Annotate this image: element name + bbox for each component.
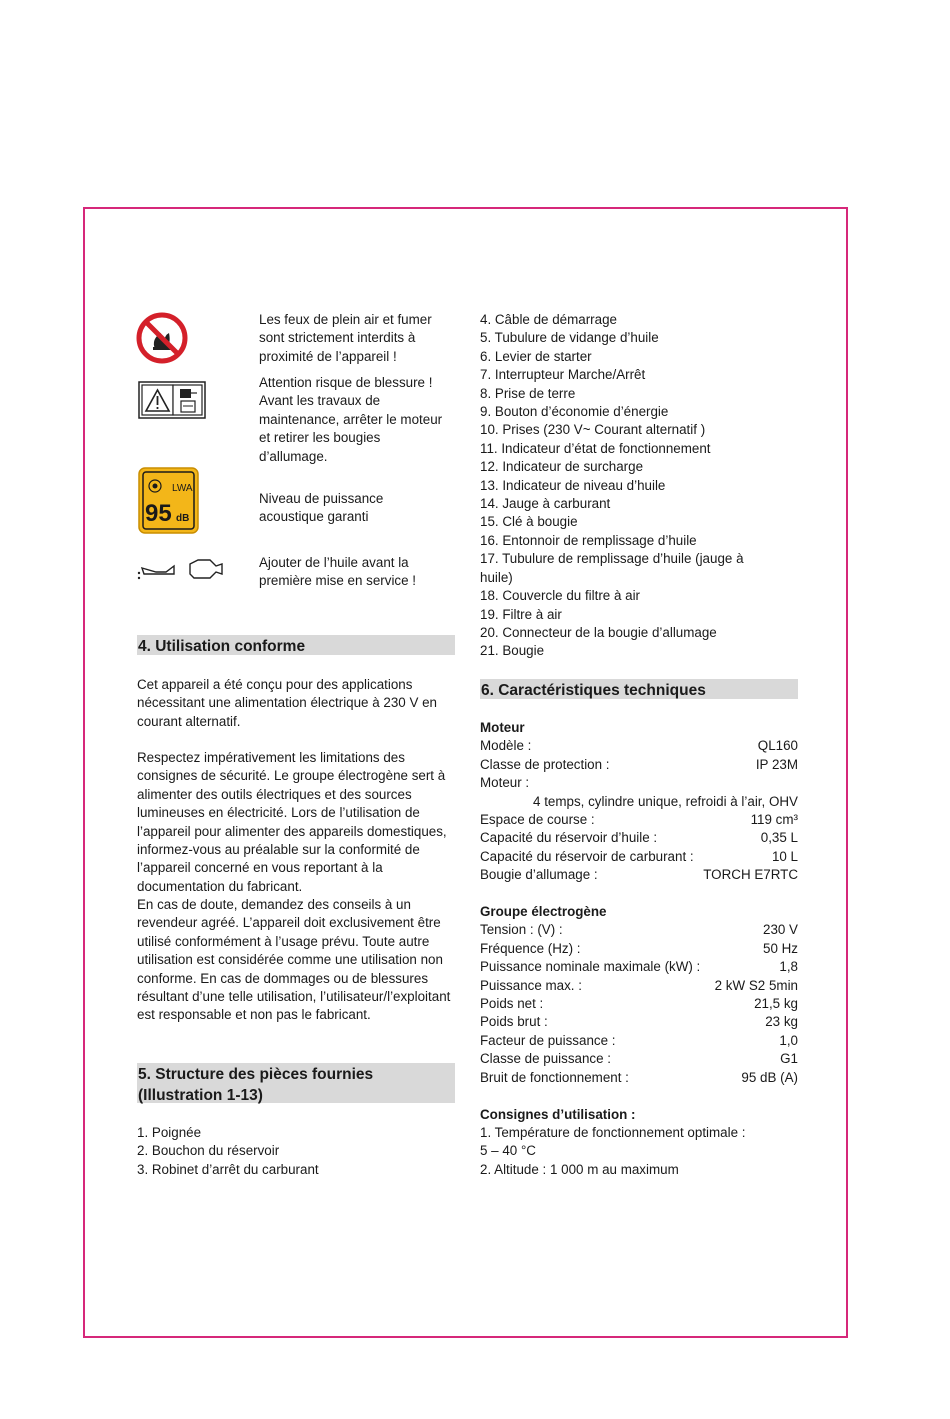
db-value: 95	[145, 500, 172, 527]
list-item: 9. Bouton d’économie d’énergie	[480, 404, 669, 420]
spec-row: Facteur de puissance : 1,0	[480, 1032, 798, 1048]
list-item: 6. Levier de starter	[480, 348, 592, 364]
section-4-para-3: En cas de doute, demandez des conseils à un revendeur agréé. L’appareil doit exclusivement être utilisé conformément à l’usage prévu. Toute autre utilisation est considérée comme une utilisation non conforme. En cas de dommages ou de blessures résultant d’une telle utilisation, l’utilisateur/l’exploitant est responsable et non pas le fabricant.	[137, 897, 451, 1023]
section-4-para-2: Respectez impérativement les limitations des consignes de sécurité. Le groupe électrogène sert à alimenter des outils électriques et des sources lumineuses en électricité. Lors de l’utilisation de l’appareil pour alimenter des appareils domestiques, informez-vous au préalable sur la conformité de l’appareil concerné en vous reportant à la documentation du fabricant.	[137, 750, 447, 894]
section-4-heading: 4. Utilisation conforme	[137, 635, 455, 655]
spec-row: Poids brut : 23 kg	[480, 1014, 798, 1030]
list-item: 17. Tubulure de remplissage d’huile (jauge à huile)	[480, 551, 744, 585]
spec-row: Puissance nominale maximale (kW) : 1,8	[480, 959, 798, 975]
lwa-label: LWA	[172, 483, 193, 494]
section-5-heading: 5. Structure des pièces fournies (Illustration 1-13)	[137, 1063, 455, 1103]
spec-row: Capacité du réservoir de carburant : 10 L	[480, 848, 798, 864]
no-open-fire-icon	[135, 311, 189, 365]
list-item: 2. Bouchon du réservoir	[137, 1143, 280, 1159]
maintenance-warning-icon	[138, 381, 206, 419]
list-item: 4. Câble de démarrage	[480, 312, 617, 327]
list-item: 19. Filtre à air	[480, 606, 562, 622]
spec-row: Bruit de fonctionnement : 95 dB (A)	[480, 1069, 798, 1085]
list-item: 11. Indicateur d’état de fonctionnement	[480, 440, 711, 456]
list-item: 15. Clé à bougie	[480, 514, 578, 530]
safety-text-maintenance: Attention risque de blessure ! Avant les travaux de maintenance, arrêter le moteur et retirer les bougies d’allumage.	[259, 375, 443, 464]
list-item: 14. Jauge à carburant	[480, 496, 611, 512]
sound-power-level-icon	[138, 467, 199, 534]
parts-list-right	[480, 311, 798, 661]
spec-row: Modèle : QL160	[480, 738, 798, 754]
list-item: 8. Prise de terre	[480, 385, 576, 401]
spec-row: Fréquence (Hz) : 50 Hz	[480, 940, 798, 956]
section-4-para-1: Cet appareil a été conçu pour des applications nécessitant une alimentation électrique à 230 V en courant alternatif.	[137, 677, 438, 729]
spec-row: Capacité du réservoir d’huile : 0,35 L	[480, 830, 798, 846]
spec-row: Bougie d’allumage : TORCH E7RTC	[480, 867, 798, 883]
consigne-line: 5 – 40 °C	[480, 1143, 536, 1159]
spec-row: Tension : (V) : 230 V	[480, 922, 798, 938]
list-item: 21. Bougie	[480, 643, 545, 659]
list-item: 18. Couvercle du filtre à air	[480, 588, 641, 604]
spec-row: Moteur :	[480, 775, 530, 791]
oil-can-icon	[136, 556, 226, 582]
consigne-line: 1. Température de fonctionnement optimale :	[480, 1124, 746, 1140]
moteur-title: Moteur	[480, 720, 525, 735]
list-item: 20. Connecteur de la bougie d’allumage	[480, 624, 717, 640]
list-item: 16. Entonnoir de remplissage d’huile	[480, 532, 697, 548]
list-item: 1. Poignée	[137, 1125, 202, 1140]
list-item: 10. Prises (230 V~ Courant alternatif )	[480, 422, 706, 438]
spec-row: Classe de protection : IP 23M	[480, 756, 798, 772]
list-item: 13. Indicateur de niveau d’huile	[480, 477, 666, 493]
spec-row: Poids net : 21,5 kg	[480, 996, 798, 1012]
list-item: 7. Interrupteur Marche/Arrêt	[480, 367, 646, 383]
list-item: 3. Robinet d’arrêt du carburant	[137, 1161, 319, 1177]
safety-text-oil: Ajouter de l’huile avant la première mise en service !	[259, 555, 417, 589]
specs-block	[480, 719, 798, 1179]
groupe-title: Groupe électrogène	[480, 904, 607, 920]
section-6-heading: 6. Caractéristiques techniques	[480, 679, 798, 699]
safety-text-fire: Les feux de plein air et fumer sont strictement interdits à proximité de l’appareil !	[259, 312, 432, 364]
list-item: 12. Indicateur de surcharge	[480, 459, 644, 475]
moteur-description: 4 temps, cylindre unique, refroidi à l’air, OHV	[533, 793, 798, 809]
consignes-title: Consignes d’utilisation :	[480, 1106, 636, 1122]
consigne-line: 2. Altitude : 1 000 m au maximum	[480, 1161, 679, 1177]
spec-row: Puissance max. : 2 kW S2 5min	[480, 977, 798, 993]
db-unit: dB	[176, 513, 190, 524]
parts-list-left	[137, 1124, 455, 1179]
safety-text-sound: Niveau de puissance acoustique garanti	[259, 491, 384, 525]
spec-row: Classe de puissance : G1	[480, 1051, 798, 1067]
spec-row: Espace de course : 119 cm³	[480, 812, 798, 828]
list-item: 5. Tubulure de vidange d’huile	[480, 330, 659, 346]
